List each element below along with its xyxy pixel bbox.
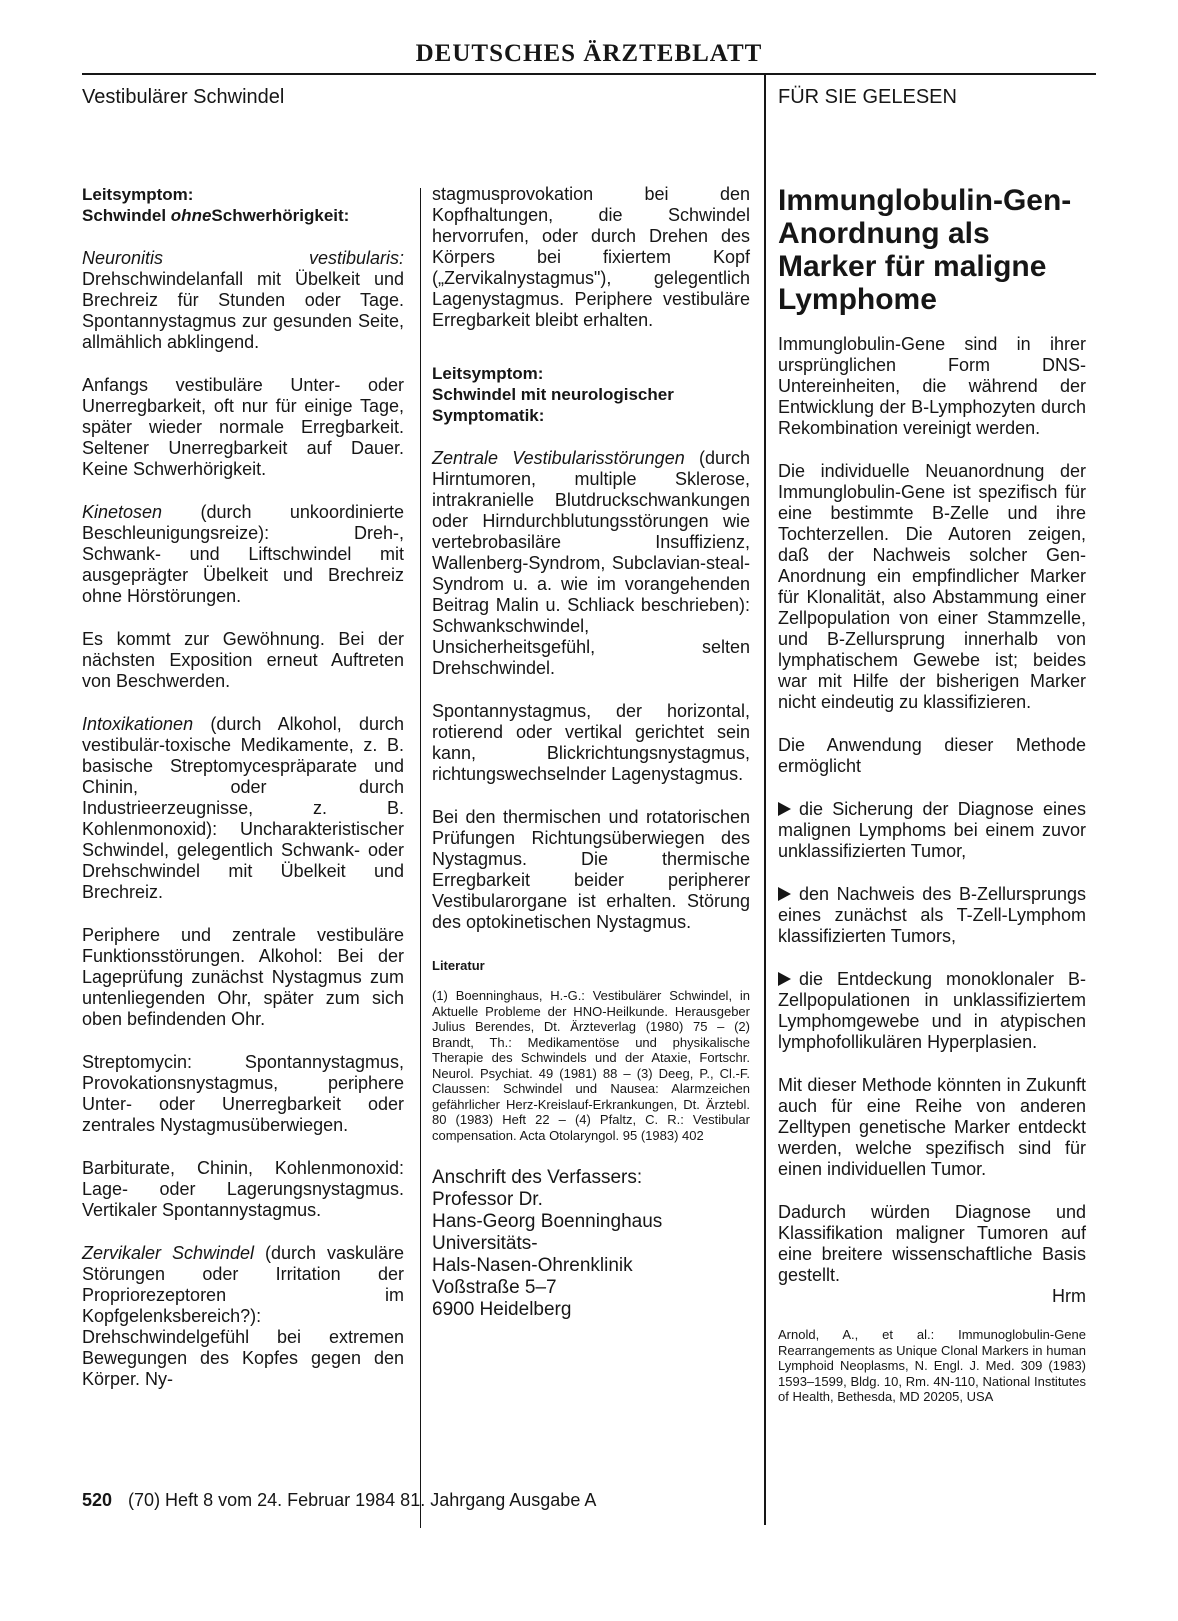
paragraph: Kinetosen (durch unkoordinierte Beschleunigungsreize): Dreh-, Schwank- und Liftschwindel mit ausgeprägter Übelkeit und Brechreiz ohne Hörstörungen. <box>82 502 404 606</box>
paragraph: Zervikaler Schwindel (durch vaskuläre Störungen oder Irritation der Propriorezeptoren im Kopfgelenksbereich?): Drehschwindelgefühl bei extremen Bewegungen des Kopfes gegen den Körper. Ny- <box>82 1243 405 1389</box>
section-label-right: FÜR SIE GELESEN <box>778 86 957 108</box>
lead-heading: Leitsymptom: Schwindel mit neurologischer Symptomatik: <box>432 364 674 425</box>
source-reference: Arnold, A., et al.: Immunoglobulin-Gene Rearrangements as Unique Clonal Markers in human Lymphoid Neoplasms, N. Engl. J. Med. 309 (1983) 1593–1599, Bldg. 10, Rm. 4N-110, National Institutes of Health, Bethesda, MD 20205, USA <box>778 1327 1086 1404</box>
masthead: DEUTSCHES ÄRZTEBLATT <box>415 40 763 67</box>
bullet-item: die Sicherung der Diagnose eines malignen Lymphoms bei einem zuvor unklassifizierten Tumor, <box>778 799 1086 861</box>
page-footer <box>82 1490 596 1511</box>
paragraph: Zentrale Vestibularisstörungen (durch Hirntumoren, multiple Sklerose, intrakranielle Blutdruckschwankungen oder Hirndurchblutungsstörungen wie vertebrobasiläre Insuffizienz, Wallenberg-Syndrom, Subclavian-steal-Syndrom u. a. wie im vorangehenden Beitrag Malin u. Schliack beschrieben): Schwankschwindel, Unsicherheitsgefühl, selten Drehschwindel. <box>432 448 750 678</box>
paragraph: Es kommt zur Gewöhnung. Bei der nächsten Exposition erneut Auftreten von Beschwerden. <box>82 629 404 691</box>
paragraph: Barbiturate, Chinin, Kohlenmonoxid: Lage- oder Lagerungsnystagmus. Vertikaler Spontannystagmus. <box>82 1158 404 1220</box>
paragraph: Streptomycin: Spontannystagmus, Provokationsnystagmus, periphere Unter- oder Unerregbarkeit oder zentrales Nystagmusüberwiegen. <box>82 1052 404 1135</box>
page-number: 520 <box>82 1490 113 1510</box>
article-title: Immunglobulin-Gen-Anordnung als Marker für maligne Lymphome <box>778 184 1072 316</box>
top-rule <box>82 73 1096 75</box>
lead-heading: Leitsymptom: Schwindel ohneSchwerhörigkeit: <box>82 185 350 225</box>
bullet-item: den Nachweis des B-Zellursprungs eines zunächst als T-Zell-Lymphom klassifizierten Tumors, <box>778 884 1086 946</box>
article-column-2 <box>432 184 750 1321</box>
article-column-1 <box>82 184 404 1412</box>
triangle-bullet-icon <box>778 802 791 816</box>
references-list: (1) Boenninghaus, H.-G.: Vestibulärer Schwindel, in Aktuelle Probleme der HNO-Heilkunde. Herausgeber Julius Berendes, Dt. Ärzteverlag (1980) 75 – (2) Brandt, Th.: Medikamentöse und physikalische Therapie des Schwindels und der Ataxie, Fortschr. Neurol. Psychiat. 49 (1981) 88 – (3) Deeg, P., Cl.-F. Claussen: Schwindel und Nausea: Alarmzeichen gefährlicher Herz-Kreislauf-Erkrankungen, Dt. Ärztebl. 80 (1983) Heft 22 – (4) Pfaltz, C. R.: Vestibular compensation. Acta Otolaryngol. 95 (1983) 402 <box>432 988 750 1143</box>
paragraph: stagmusprovokation bei den Kopfhaltungen, die Schwindel hervorrufen, oder durch Drehen des Körpers bei fixiertem Kopf („Zervikalnystagmus"), gelegentlich Lagenystagmus. Periphere vestibuläre Erregbarkeit bleibt erhalten. <box>432 184 750 330</box>
triangle-bullet-icon <box>778 972 791 986</box>
paragraph: Neuronitis vestibularis: Drehschwindelanfall mit Übelkeit und Brechreiz für Stunden oder Tage. Spontannystagmus zur gesunden Seite, allmählich abklingend. <box>82 248 404 352</box>
paragraph: Spontannystagmus, der horizontal, rotierend oder vertikal gerichtet sein kann, Blickrichtungsnystagmus, richtungswechselnder Lagenystagmus. <box>432 701 750 784</box>
author-initials: Hrm <box>1052 1286 1086 1306</box>
paragraph: Anfangs vestibuläre Unter- oder Unerregbarkeit, oft nur für einige Tage, später wieder normale Erregbarkeit. Seltener Unerregbarkeit auf Dauer. Keine Schwerhörigkeit. <box>82 375 404 479</box>
article-column-3 <box>778 184 1086 1405</box>
paragraph: Immunglobulin-Gene sind in ihrer ursprünglichen Form DNS-Untereinheiten, die während der Entwicklung der B-Lymphozyten durch Rekombination vereinigt werden. <box>778 334 1086 438</box>
section-label-left: Vestibulärer Schwindel <box>82 86 285 108</box>
column-divider-main <box>764 75 766 1525</box>
paragraph: Dadurch würden Diagnose und Klassifikation maligner Tumoren auf eine breitere wissenschaftliche Basis gestellt. <box>778 1202 1086 1285</box>
paragraph: Periphere und zentrale vestibuläre Funktionsstörungen. Alkohol: Bei der Lageprüfung zunächst Nystagmus zum untenliegenden Ohr, später zum sich oben befindenden Ohr. <box>82 925 404 1029</box>
issue-info: (70) Heft 8 vom 24. Februar 1984 81. Jahrgang Ausgabe A <box>128 1490 597 1510</box>
signature-row <box>778 1286 1086 1307</box>
paragraph: Intoxikationen (durch Alkohol, durch vestibulär-toxische Medikamente, z. B. basische Streptomycespräparate und Chinin, oder durch Industrieerzeugnisse, z. B. Kohlenmonoxid): Uncharakteristischer Schwindel, gelegentlich Schwank- oder Drehschwindel mit Übelkeit und Brechreiz. <box>82 714 404 902</box>
references-heading: Literatur <box>432 958 485 973</box>
paragraph: Bei den thermischen und rotatorischen Prüfungen Richtungsüberwiegen des Nystagmus. Die thermische Erregbarkeit beider peripherer Vestibularorgane ist erhalten. Störung des optokinetischen Nystagmus. <box>432 807 750 932</box>
column-divider-inner <box>420 188 421 1528</box>
paragraph: Mit dieser Methode könnten in Zukunft auch für eine Reihe von anderen Zelltypen genetische Marker entdeckt werden, welche spezifisch sind für einen individuellen Tumor. <box>778 1075 1086 1179</box>
bullet-item: die Entdeckung monoklonaler B-Zellpopulationen in unklassifiziertem Lymphomgewebe und in atypischen lymphofollikulären Hyperplasien. <box>778 969 1086 1052</box>
paragraph: Die individuelle Neuanordnung der Immunglobulin-Gene ist spezifisch für eine bestimmte B-Zelle und ihre Tochterzellen. Die Autoren zeigen, daß der Nachweis solcher Gen-Anordnung ein empfindlicher Marker für Klonalität, also Abstammung einer Zellpopulation von einer Stammzelle, und B-Zellursprung innerhalb von lymphatischem Gewebe ist; beides war mit Hilfe der bisherigen Marker nicht eindeutig zu klassifizieren. <box>778 461 1086 712</box>
triangle-bullet-icon <box>778 887 791 901</box>
author-address: Anschrift des Verfassers: Professor Dr. Hans-Georg Boenninghaus Universitäts- Hals-Nasen-Ohrenklinik Voßstraße 5–7 6900 Heidelberg <box>432 1167 663 1320</box>
paragraph: Die Anwendung dieser Methode ermöglicht <box>778 735 1086 776</box>
